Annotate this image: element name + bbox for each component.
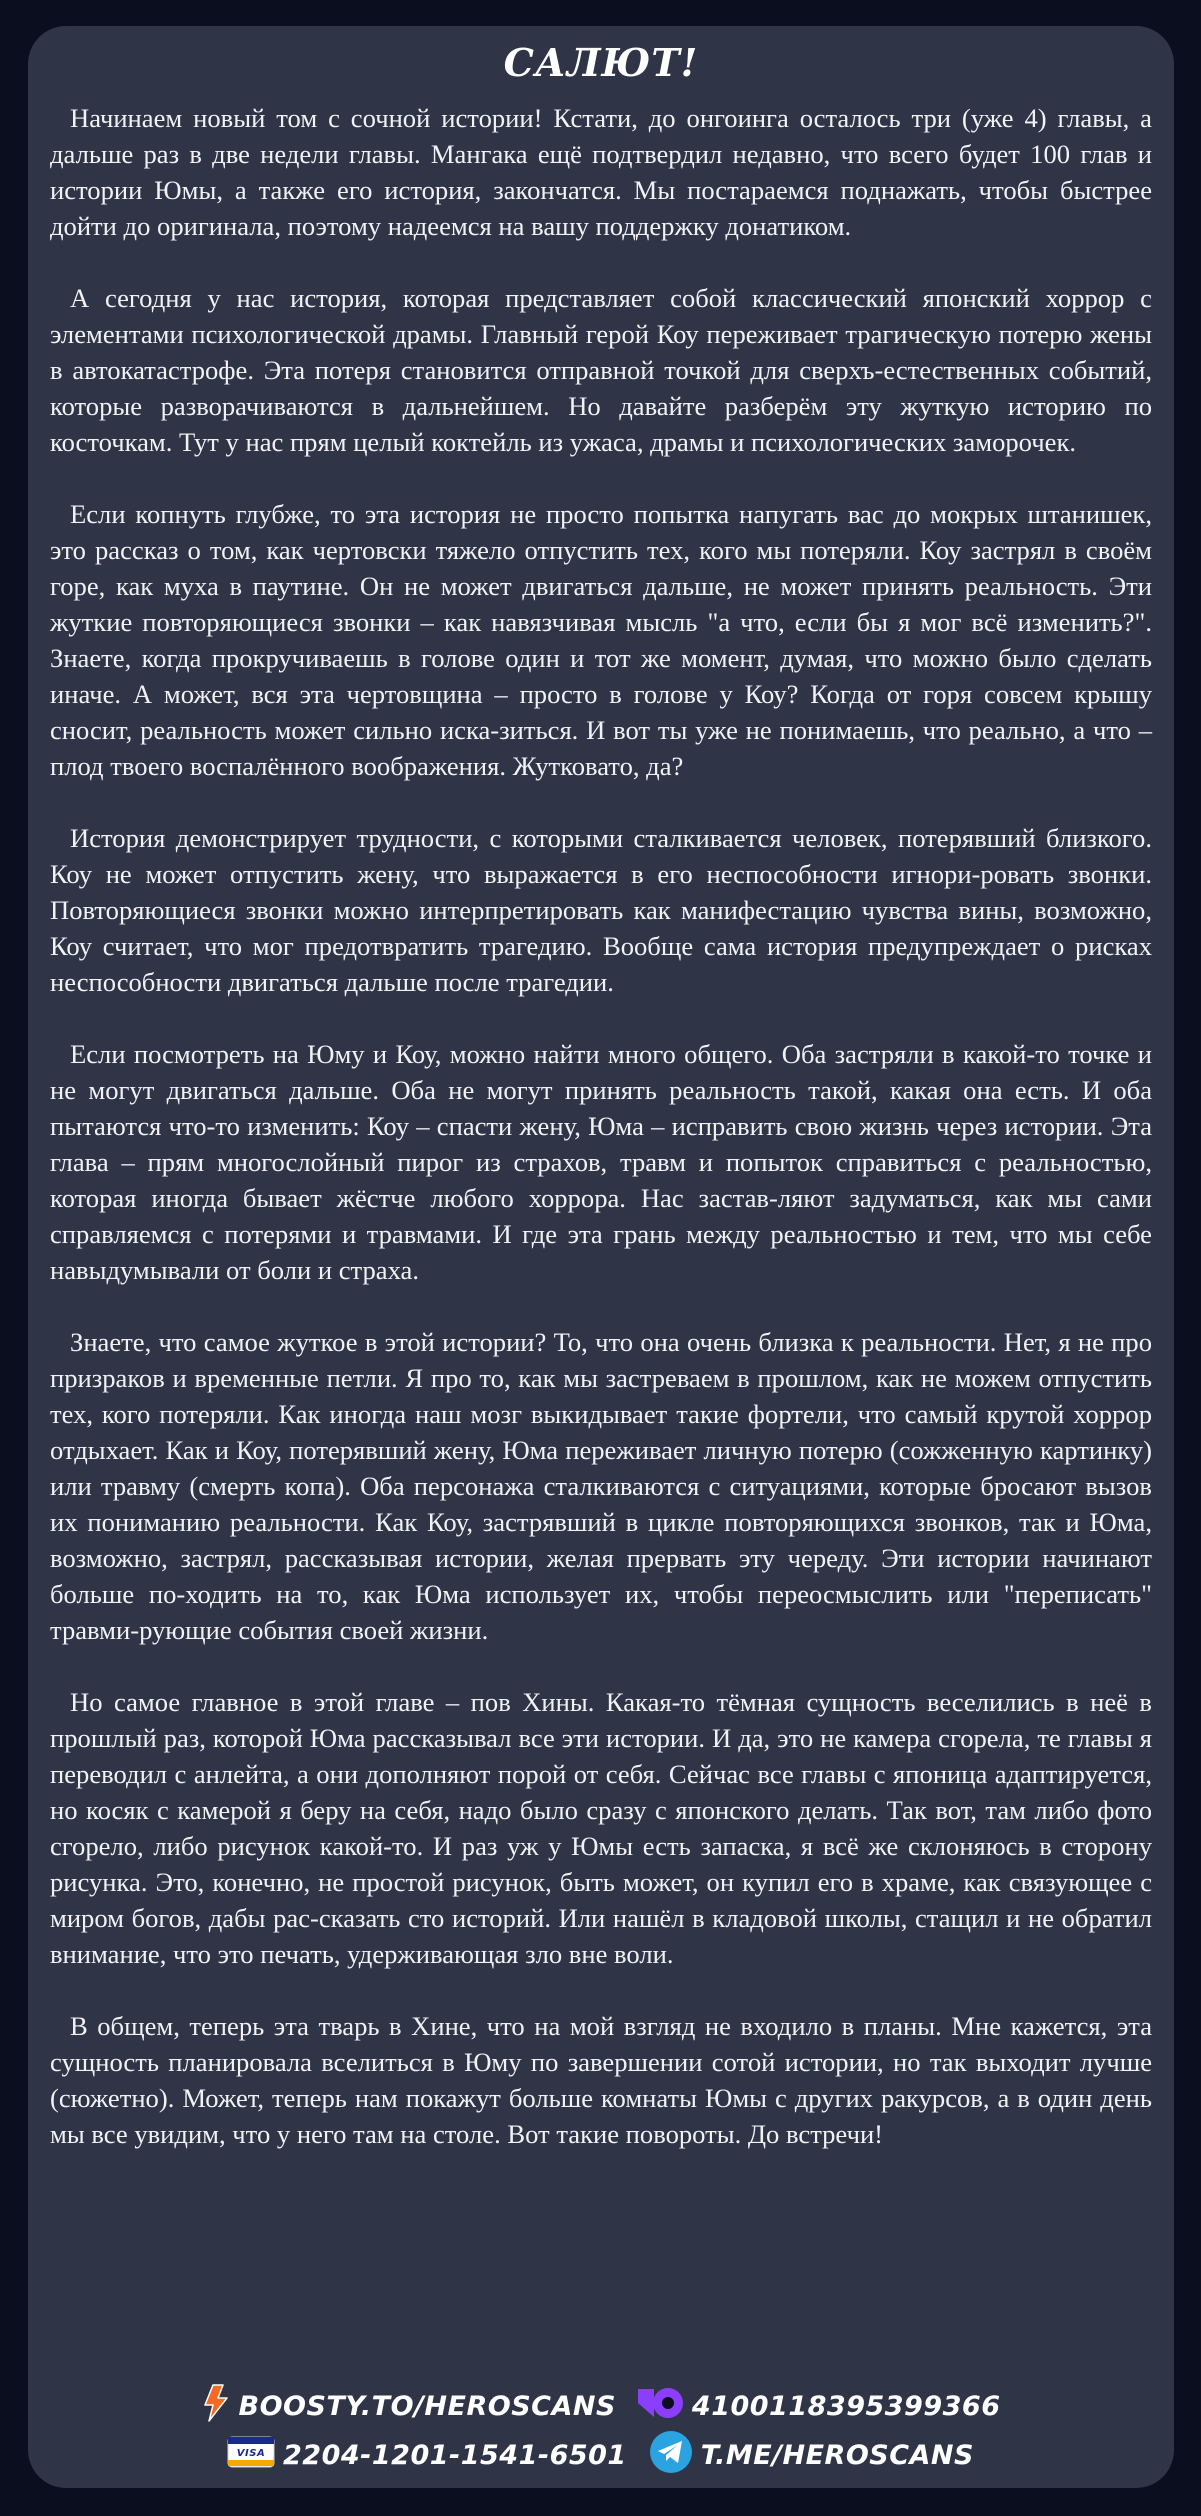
telegram-link[interactable] xyxy=(649,2430,974,2481)
telegram-url: T.ME/HEROSCANS xyxy=(700,2439,974,2471)
page-title: САЛЮТ! xyxy=(503,40,699,85)
card-number: 2204-1201-1541-6501 xyxy=(283,2439,627,2471)
donation-row-1 xyxy=(0,2384,1201,2428)
paragraph: История демонстрирует трудности, с которыми сталкивается человек, потерявший близкого. Коу не может отпустить жену, что выражается в его неспособности игнори-ровать звонки. Повторяющиеся звонки можно интерпретировать как манифестацию чувства вины, возможно, Коу считает, что мог предотвратить трагедию. Вообще сама история предупреждает о рисках неспособности двигаться дальше после трагедии. xyxy=(50,823,1152,997)
boosty-link[interactable] xyxy=(201,2384,616,2429)
boosty-icon xyxy=(201,2384,231,2429)
yoomoney-icon xyxy=(638,2387,684,2426)
yoomoney-account[interactable] xyxy=(638,2387,1001,2426)
paragraph: Начинаем новый том с сочной истории! Кстати, до онгоинга осталось три (уже 4) главы, а дальше раз в две недели главы. Мангака ещё подтвердил недавно, что всего будет 100 глав и истории Юмы, а также его история, закончатся. Мы постараемся поднажать, чтобы быстрее дойти до оригинала, поэтому надеемся на вашу поддержку донатиком. xyxy=(50,103,1152,241)
svg-text:VISA: VISA xyxy=(236,2447,266,2459)
article-body xyxy=(50,100,1152,2152)
content-card xyxy=(28,26,1174,2488)
paragraph: Если посмотреть на Юму и Коу, можно найти много общего. Оба застряли в какой-то точке и не могут двигаться дальше. Оба не могут принять реальность такой, какая она есть. И оба пытаются что-то изменить: Коу – спасти жену, Юма – исправить свою жизнь через истории. Эта глава – прям многослойный пирог из страхов, травм и попыток справиться с реальностью, которая иногда бывает жёстче любого хоррора. Нас застав-ляют задуматься, как мы сами справляемся с потерями и травмами. И где эта грань между реальностью и тем, что мы себе навыдумывали от боли и страха. xyxy=(50,1039,1152,1285)
paragraph: А сегодня у нас история, которая представляет собой классический японский хоррор с элементами психологической драмы. Главный герой Коу переживает трагическую потерю жены в автокатастрофе. Эта потеря становится отправной точкой для сверхъ-естественных событий, которые разворачиваются в дальнейшем. Но давайте разберём эту жуткую историю по косточкам. Тут у нас прям целый коктейль из ужаса, драмы и психологических заморочек. xyxy=(50,283,1152,457)
paragraph: Знаете, что самое жуткое в этой истории? То, что она очень близка к реальности. Нет, я не про призраков и временные петли. Я про то, как мы застреваем в прошлом, как не можем отпустить тех, кого потеряли. Как иногда наш мозг выкидывает такие фортели, что самый крутой хоррор отдыхает. Как и Коу, потерявший жену, Юма переживает личную потерю (сожженную картинку) или травму (смерть копа). Оба персонажа сталкиваются с ситуациями, которые бросают вызов их пониманию реальности. Как Коу, застрявший в цикле повторяющихся звонков, так и Юма, возможно, застрял, рассказывая истории, желая прервать эту череду. Эти истории начинают больше по-ходить на то, как Юма использует их, чтобы переосмыслить или "переписать" травми-рующие события своей жизни. xyxy=(50,1327,1152,1645)
visa-card-icon xyxy=(227,2436,275,2475)
donation-row-2 xyxy=(0,2432,1201,2478)
card-number-item[interactable] xyxy=(227,2436,627,2475)
yoomoney-number: 4100118395399366 xyxy=(691,2390,1001,2422)
paragraph: В общем, теперь эта тварь в Хине, что на мой взгляд не входило в планы. Мне кажется, эта сущность планировала вселиться в Юму по завершении сотой истории, но так выходит лучше (сюжетно). Может, теперь нам покажут больше комнаты Юмы с других ракурсов, а в один день мы все увидим, что у него там на столе. Вот такие повороты. До встречи! xyxy=(50,2011,1152,2149)
telegram-icon xyxy=(649,2430,693,2481)
boosty-url: BOOSTY.TO/HEROSCANS xyxy=(238,2390,616,2422)
paragraph: Если копнуть глубже, то эта история не просто попытка напугать вас до мокрых штанишек, это рассказ о том, как чертовски тяжело отпустить тех, кого мы потеряли. Коу застрял в своём горе, как муха в паутине. Он не может двигаться дальше, не может принять реальность. Эти жуткие повторяющиеся звонки – как навязчивая мысль "а что, если бы я мог всё изменить?". Знаете, когда прокручиваешь в голове один и тот же момент, думая, что можно было сделать иначе. А может, вся эта чертовщина – просто в голове у Коу? Когда от горя совсем крышу сносит, реальность может сильно иска-зиться. И вот ты уже не понимаешь, что реально, а что – плод твоего воспалённого воображения. Жутковато, да? xyxy=(50,499,1152,781)
paragraph: Но самое главное в этой главе – пов Хины. Какая-то тёмная сущность веселились в неё в прошлый раз, которой Юма рассказывал все эти истории. И да, это не камера сгорела, те главы я переводил с анлейта, а они дополняют порой от себя. Сейчас все главы с японица адаптируется, но косяк с камерой я беру на себя, надо было сразу с японского делать. Так вот, там либо фото сгорело, либо рисунок какой-то. И раз уж у Юмы есть запаска, я всё же склоняюсь в сторону рисунка. Это, конечно, не простой рисунок, быть может, он купил его в храме, как связующее с миром богов, дабы рас-сказать сто историй. Или нашёл в кладовой школы, стащил и не обратил внимание, что это печать, удерживающая зло вне воли. xyxy=(50,1687,1152,1969)
